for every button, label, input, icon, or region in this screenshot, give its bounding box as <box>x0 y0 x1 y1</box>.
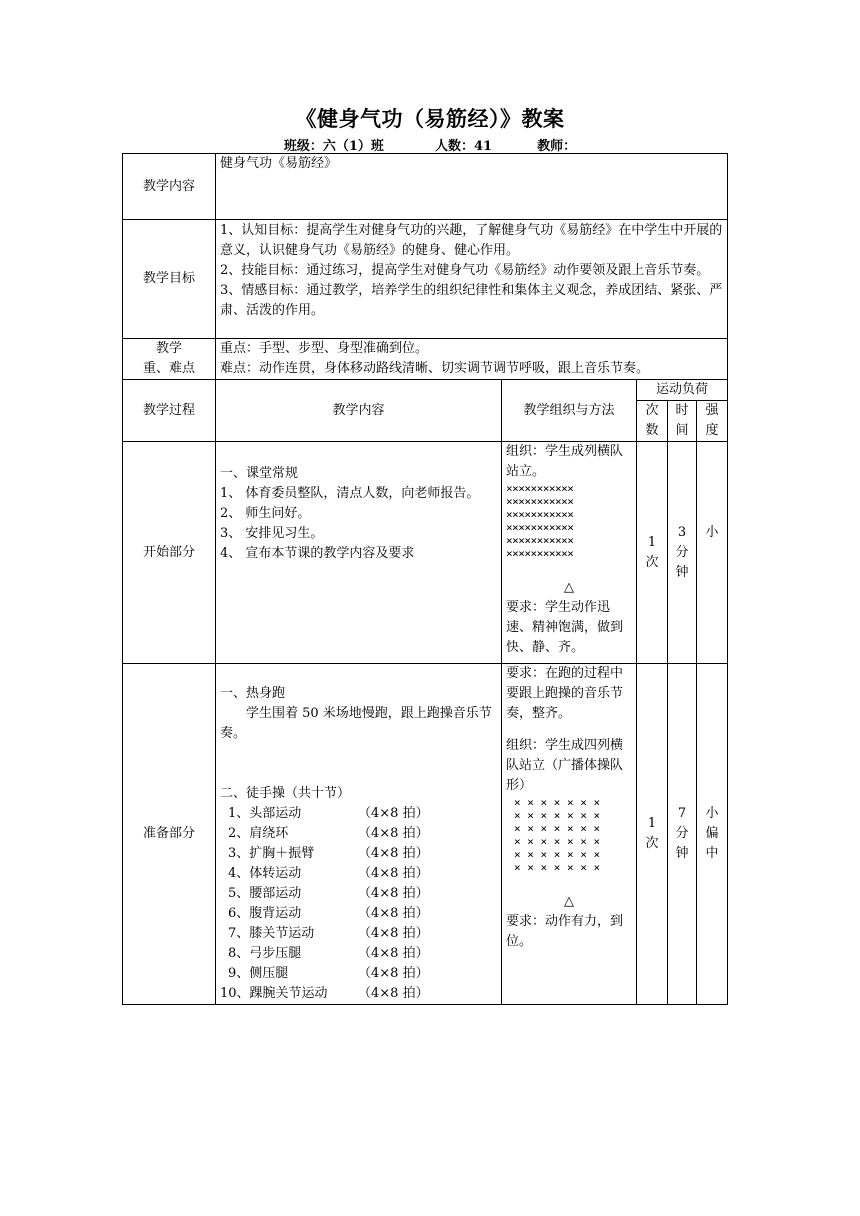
prep-intensity: 小 偏 中 <box>697 664 728 1005</box>
class-info-line <box>0 135 860 154</box>
keypoints-row <box>123 339 728 380</box>
start-item: 2、 师生问好。 <box>220 506 311 521</box>
header-method: 教学组织与方法 <box>502 380 637 442</box>
key-difficulty: 难点：动作连贯，身体移动路线清晰、切实调节调节呼吸，跟上音乐节奏。 <box>220 361 650 376</box>
document-title: 《健身气功（易筋经）》教案 <box>295 106 565 131</box>
exercise-item: 3、扩胸＋振臂 （4×8 拍） <box>228 846 429 861</box>
exercise-heading: 二、徒手操（共十节） <box>220 786 351 801</box>
prep-content <box>216 664 502 1005</box>
exercise-list <box>220 804 497 1004</box>
goals-row <box>123 220 728 339</box>
exercise-item: 5、腰部运动 （4×8 拍） <box>228 886 429 901</box>
goal-cognitive: 1、认知目标：提高学生对健身气功的兴趣，了解健身气功《易筋经》在中学生中开展的意义，认识健身气功《易筋经》的健身、健心作用。 <box>220 223 723 258</box>
prep-formation-grid: × × × × × × × × × × × × × × × × × × × × × × × × × × × × × × × × × × × × × × × × × × <box>514 796 601 874</box>
start-item: 3、 安排见习生。 <box>220 526 324 541</box>
header-time: 时 间 <box>668 401 697 442</box>
prep-row <box>123 664 728 1005</box>
header-load: 运动负荷 <box>637 380 728 401</box>
warmup-text: 学生围着 50 米场地慢跑，跟上跑操音乐节奏。 <box>220 706 492 741</box>
prep-requirement-move: 要求：动作有力，到位。 <box>506 914 624 949</box>
class-label: 班级：六（1）班 <box>283 139 384 154</box>
goals-label: 教学目标 <box>123 220 216 339</box>
start-heading: 一、课堂常规 <box>220 466 299 481</box>
start-method <box>502 442 637 664</box>
header-times: 次 数 <box>637 401 668 442</box>
header-process: 教学过程 <box>123 380 216 442</box>
start-duration: 3 分 钟 <box>668 442 697 664</box>
start-requirement: 要求：学生动作迅速、精神饱满，做到快、静、齐。 <box>506 600 624 655</box>
prep-times: 1 次 <box>637 664 668 1005</box>
header-content: 教学内容 <box>216 380 502 442</box>
student-count: 人数：41 <box>434 139 493 154</box>
exercise-item: 7、膝关节运动 （4×8 拍） <box>228 926 429 941</box>
start-item: 4、 宣布本节课的教学内容及要求 <box>220 546 415 561</box>
header-intensity: 强 度 <box>697 401 728 442</box>
exercise-item: 2、肩绕环 （4×8 拍） <box>228 826 429 841</box>
start-row <box>123 442 728 664</box>
warmup-heading: 一、热身跑 <box>220 686 286 701</box>
start-label: 开始部分 <box>123 442 216 664</box>
exercise-item: 1、头部运动 （4×8 拍） <box>228 806 429 821</box>
teacher-label: 教师： <box>537 139 577 154</box>
start-item: 1、 体育委员整队，清点人数，向老师报告。 <box>220 486 480 501</box>
start-times: 1 次 <box>637 442 668 664</box>
prep-org: 组织：学生成四列横队站立（广播体操队形） <box>506 738 624 793</box>
prep-requirement-run: 要求：在跑的过程中要跟上跑操的音乐节奏，整齐。 <box>506 666 624 721</box>
exercise-item: 10、踝腕关节运动 （4×8 拍） <box>220 986 429 1001</box>
exercise-item: 8、弓步压腿 （4×8 拍） <box>228 946 429 961</box>
header-row <box>123 380 728 401</box>
prep-duration: 7 分 钟 <box>668 664 697 1005</box>
lesson-plan-table <box>122 153 728 1005</box>
exercise-item: 6、腹背运动 （4×8 拍） <box>228 906 429 921</box>
start-content <box>216 442 502 664</box>
exercise-item: 9、侧压腿 （4×8 拍） <box>228 966 429 981</box>
teacher-triangle-icon: △ <box>564 894 574 909</box>
start-org: 组织：学生成列横队站立。 <box>506 444 624 479</box>
prep-label: 准备部分 <box>123 664 216 1005</box>
keypoints-label: 教学 重、难点 <box>123 339 216 380</box>
content-row <box>123 154 728 220</box>
exercise-item: 4、体转运动 （4×8 拍） <box>228 866 429 881</box>
content-text: 健身气功《易筋经》 <box>216 154 728 220</box>
key-focus: 重点：手型、步型、身型准确到位。 <box>220 341 429 356</box>
goal-skill: 2、技能目标：通过练习，提高学生对健身气功《易筋经》动作要领及跟上音乐节奏。 <box>220 263 710 278</box>
teacher-triangle-icon: △ <box>564 580 574 595</box>
prep-method <box>502 664 637 1005</box>
start-formation-grid: ××××××××××× ××××××××××× ××××××××××× ××××××××××× ××××××××××× ××××××××××× <box>506 482 574 560</box>
content-label: 教学内容 <box>123 154 216 220</box>
goal-affective: 3、情感目标：通过教学，培养学生的组织纪律性和集体主义观念，养成团结、紧张、严肃、活泼的作用。 <box>220 283 723 318</box>
start-intensity: 小 <box>697 442 728 664</box>
